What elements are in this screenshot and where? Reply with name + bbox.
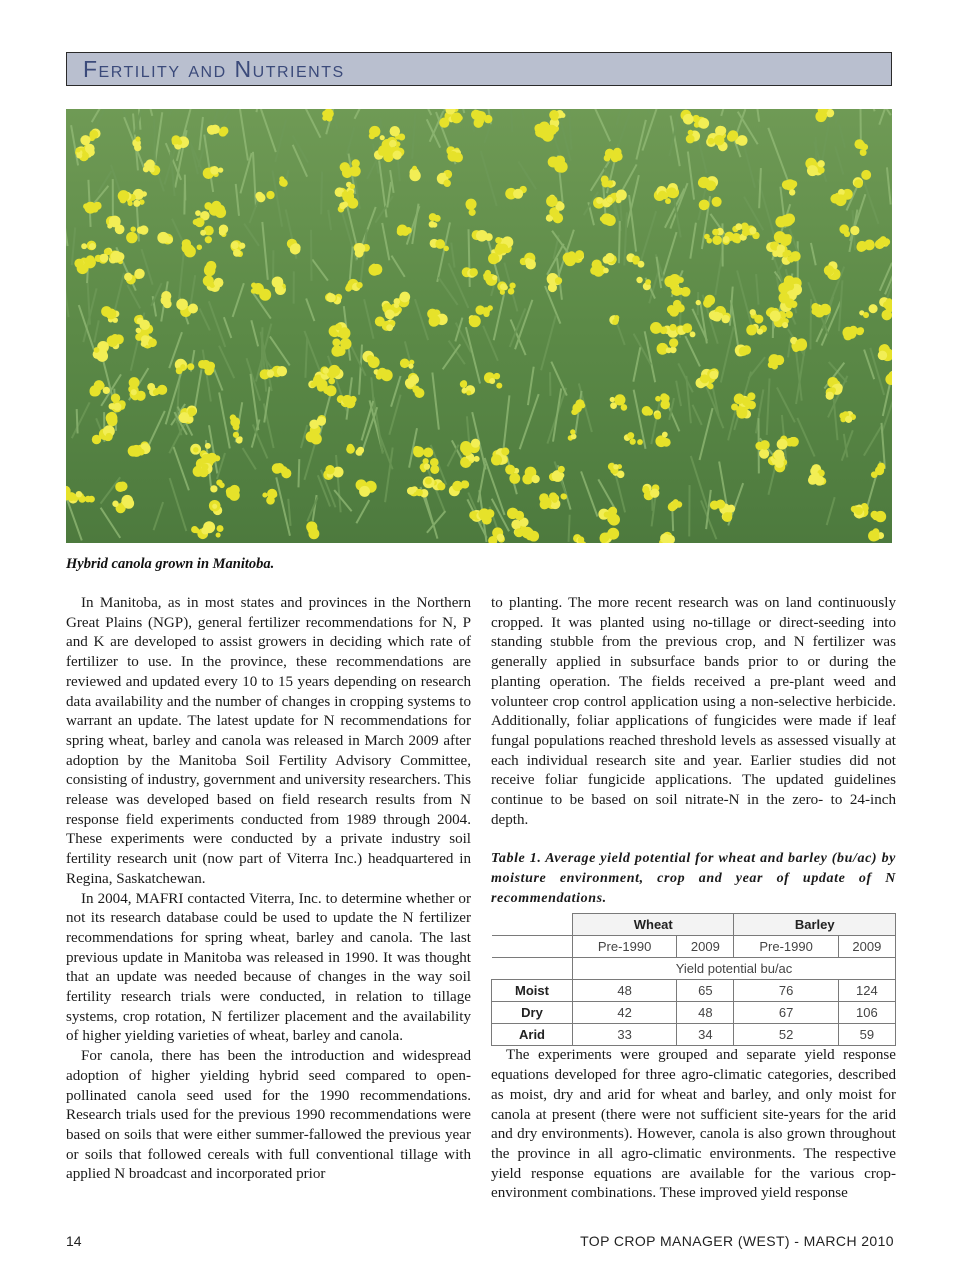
table-cell: 33: [573, 1024, 677, 1046]
section-title: Fertility and Nutrients: [83, 55, 345, 82]
table-group-wheat: Wheat: [573, 914, 734, 936]
table-unit-label: Yield potential bu/ac: [573, 958, 896, 980]
table-row-label: Dry: [492, 1002, 573, 1024]
canola-photo-illustration: [66, 109, 892, 543]
table-caption: Table 1. Average yield potential for wheat and barley (bu/ac) by moisture environment, crop and year of update of N recommendations.: [491, 851, 896, 907]
left-column: [66, 594, 471, 1185]
table-cell: 59: [838, 1024, 895, 1046]
paragraph: For canola, there has been the introduction and widespread adoption of higher yielding hybrid seed compared to open-pollinated canola seed used for the 1990 recommendations. Research trials used for the previous 1990 recommendations were based on soils that were either summer-fallowed the previous year or soils that followed cereals with full conventional tillage with applied N broadcast and incorporated prior: [66, 1048, 471, 1183]
table-cell: 48: [677, 1002, 734, 1024]
table-cell: 65: [677, 980, 734, 1002]
table-cell: 34: [677, 1024, 734, 1046]
section-banner: [66, 52, 892, 86]
table-cell: 48: [573, 980, 677, 1002]
table-subheader: Pre-1990: [734, 936, 838, 958]
page-number: 14: [66, 1233, 82, 1249]
canola-field-photo: [66, 109, 892, 543]
table-cell: 42: [573, 1002, 677, 1024]
table-row-label: Moist: [492, 980, 573, 1002]
right-column: [491, 594, 896, 1204]
publication-footer: TOP CROP MANAGER (WEST) - MARCH 2010: [580, 1233, 894, 1249]
table-group-header-row: [492, 914, 896, 936]
table-cell: 52: [734, 1024, 838, 1046]
table-corner-cell: [492, 914, 573, 936]
table-cell: 106: [838, 1002, 895, 1024]
table-row: [492, 1002, 896, 1024]
table-row: [492, 1024, 896, 1046]
table-subheader: 2009: [677, 936, 734, 958]
table-row-label: Arid: [492, 1024, 573, 1046]
paragraph: In Manitoba, as in most states and provinces in the Northern Great Plains (NGP), general fertilizer recommendations for N, P and K are developed to assist growers in deciding which rate of fertilizer to use. In the province, these recommendations are reviewed and updated every 10 to 15 years depending on research data availability and the number of changes in cropping systems to warrant an update. The latest update for N recommendations for spring wheat, barley and canola was released in March 2009 after adoption by the Manitoba Soil Fertility Advisory Committee, consisting of industry, government and university researchers. This release was developed based on field research results from N response field experiments conducted from 1989 through 2004. These experiments were conducted by a private industry soil fertility research unit (now part of Viterra Inc.) headquartered in Regina, Saskatchewan.: [66, 595, 471, 887]
table-cell: 124: [838, 980, 895, 1002]
paragraph: The experiments were grouped and separate yield response equations developed for three agro-climatic categories, described as moist, dry and arid for wheat and barley, and only moist for canola at present (there were not sufficient site-years for the arid and dry environments). However, canola is also grown throughout the province in all agro-climatic environments. The respective yield response equations are available for the various crop-environment combinations. These improved yield response: [491, 1047, 896, 1202]
table-subheader: Pre-1990: [573, 936, 677, 958]
table-corner-cell: [492, 936, 573, 958]
table-unit-row: [492, 958, 896, 980]
table-subheader-row: [492, 936, 896, 958]
table-cell: 76: [734, 980, 838, 1002]
table-group-barley: Barley: [734, 914, 896, 936]
table-cell: 67: [734, 1002, 838, 1024]
paragraph: In 2004, MAFRI contacted Viterra, Inc. to determine whether or not its research database could be used to update the N fertilizer recommendations for spring wheat, barley and canola. The last previous update in Manitoba was released in 1990. It was thought that an update was needed because of changes in the way soil fertility research trials were conducted, in relation to tillage systems, crop rotation, N fertilizer placement and the availability of higher yielding varieties of wheat, barley and canola.: [66, 890, 471, 1045]
photo-caption: Hybrid canola grown in Manitoba.: [66, 556, 275, 572]
yield-table: [491, 913, 896, 1046]
table-row: [492, 980, 896, 1002]
table-subheader: 2009: [838, 936, 895, 958]
paragraph: to planting. The more recent research was on land continuously cropped. It was planted using no-tillage or direct-seeding into standing stubble from the previous crop, and N fertilizer was generally applied in subsurface bands prior to or during the planting operation. The fields received a pre-plant weed and volunteer crop control application using a non-selective herbicide. Additionally, foliar applications of fungicides were made if leaf fungal populations reached threshold levels as assessed visually at each individual research site and year. Earlier studies did not receive foliar fungicide applications. The updated guidelines continue to be based on soil nitrate-N in the zero- to 24-inch depth.: [491, 595, 896, 828]
table-corner-cell: [492, 958, 573, 980]
